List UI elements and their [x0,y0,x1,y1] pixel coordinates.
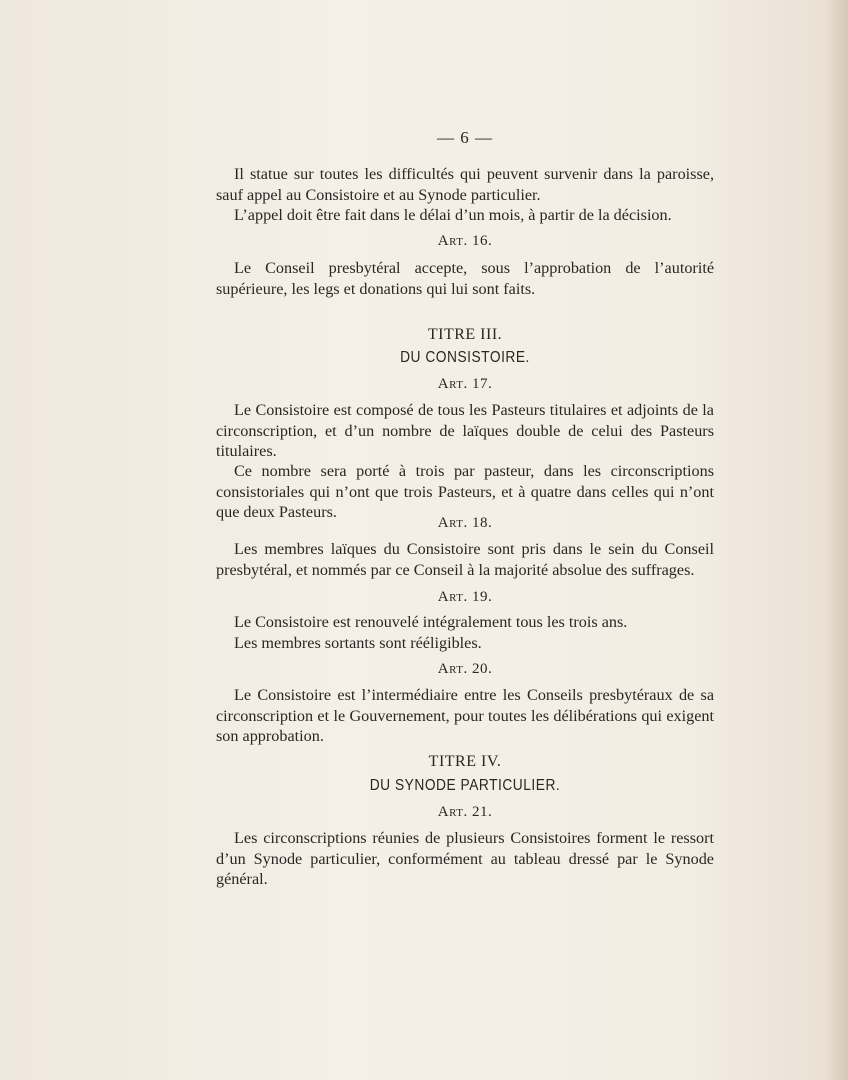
paragraph: L’appel doit être fait dans le délai d’un mois, à partir de la décision. [234,206,672,224]
article-heading: Art. 21. [437,804,493,820]
section-heading: DU CONSISTOIRE. [400,349,530,366]
title-number: TITRE III. [427,326,503,343]
title-number: TITRE IV. [428,753,502,770]
page-number: — 6 — [437,128,493,147]
article-heading: Art. 18. [437,515,493,531]
paragraph: Le Conseil presbytéral accepte, sous l’approbation de l’autorité supérieure, les legs et donations qui lui sont faits. [216,259,714,298]
page-shadow [826,0,848,1080]
article-heading: Art. 17. [437,376,493,392]
paragraph: Il statue sur toutes les difficultés qui peuvent survenir dans la paroisse, sauf appel au Consistoire et au Synode particulier. [216,165,714,204]
paragraph: Les membres sortants sont rééligibles. [234,634,482,652]
paragraph: Le Consistoire est renouvelé intégralement tous les trois ans. [234,613,628,631]
article-heading: Art. 16. [437,233,493,249]
paragraph: Ce nombre sera porté à trois par pasteur, dans les circonscriptions consistoriales qui n’ont que trois Pasteurs, et à quatre dans celles qui n’ont que deux Pasteurs. [216,462,714,522]
paragraph: Le Consistoire est composé de tous les Pasteurs titulaires et adjoints de la circonscription, et d’un nombre de laïques double de celui des Pasteurs titulaires. [216,401,714,461]
section-heading: DU SYNODE PARTICULIER. [369,777,561,794]
article-heading: Art. 19. [437,589,493,605]
paragraph: Le Consistoire est l’intermédiaire entre les Conseils presbytéraux de sa circonscription et le Gouvernement, pour toutes les délibérations qui exigent son approbation. [216,686,714,746]
article-heading: Art. 20. [437,661,493,677]
paragraph: Les membres laïques du Consistoire sont pris dans le sein du Conseil presbytéral, et nommés par ce Conseil à la majorité absolue des suffrages. [216,540,714,579]
paragraph: Les circonscriptions réunies de plusieurs Consistoires forment le ressort d’un Synode particulier, conformément au tableau dressé par le Synode général. [216,829,714,889]
